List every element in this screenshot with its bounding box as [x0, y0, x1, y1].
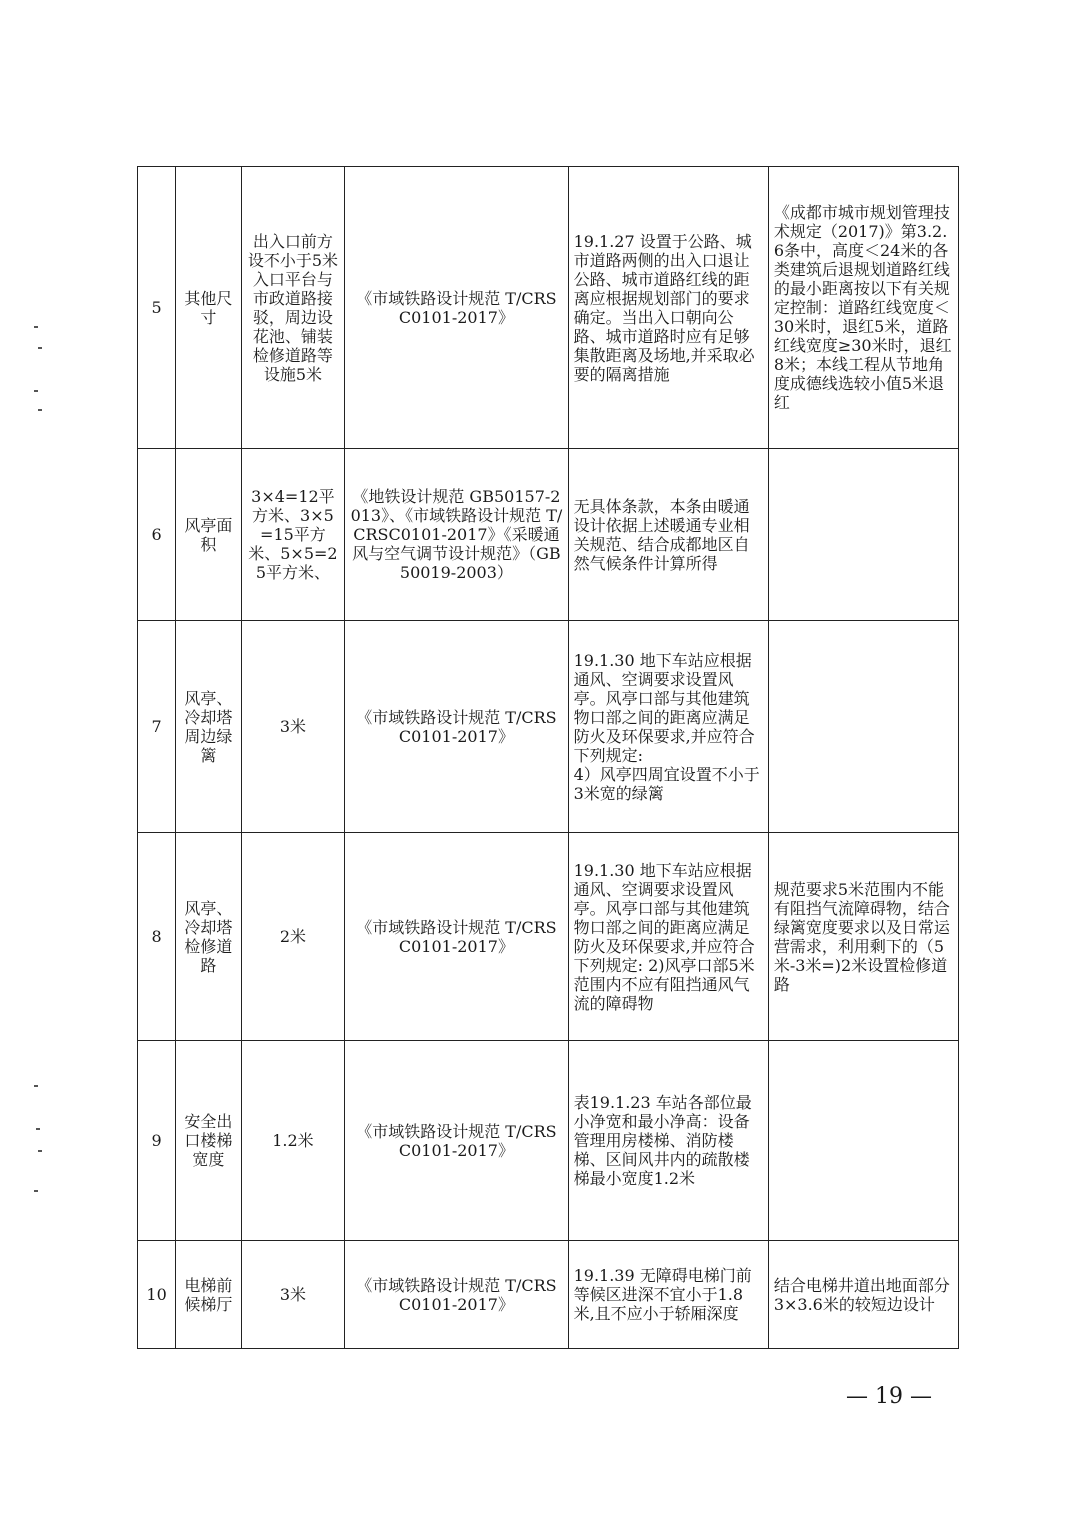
row-number: 7 — [138, 621, 176, 833]
item-value: 出入口前方设不小于5米入口平台与市政道路接驳，周边设花池、铺装检修道路等设施5米 — [241, 167, 345, 449]
table-row — [138, 1041, 959, 1241]
note-text: 规范要求5米范围内不能有阻挡气流障碍物，结合绿篱宽度要求以及日常运营需求，利用剩下的（5米-3米=)2米设置检修道路 — [768, 833, 958, 1041]
scan-mark — [34, 1190, 38, 1192]
table-row — [138, 621, 959, 833]
page-number: — 19 — — [846, 1384, 932, 1409]
scan-mark — [34, 1085, 38, 1087]
item-value: 3×4=12平方米、3×5=15平方米、5×5=25平方米、 — [241, 449, 345, 621]
item-value: 1.2米 — [241, 1041, 345, 1241]
table-row — [138, 1241, 959, 1349]
row-number: 8 — [138, 833, 176, 1041]
standard-reference: 《市域铁路设计规范 T/CRSC0101-2017》 — [345, 167, 568, 449]
clause-text: 19.1.30 地下车站应根据通风、空调要求设置风亭。风亭口部与其他建筑物口部之间的距离应满足防火及环保要求,并应符合下列规定: 4）风亭四周宜设置不小于3米宽的绿篱 — [568, 621, 768, 833]
item-name: 风亭面积 — [176, 449, 241, 621]
note-text — [768, 1041, 958, 1241]
standard-reference: 《市域铁路设计规范 T/CRSC0101-2017》 — [345, 1241, 568, 1349]
clause-text: 表19.1.23 车站各部位最小净宽和最小净高：设备管理用房楼梯、消防楼梯、区间风井内的疏散楼梯最小宽度1.2米 — [568, 1041, 768, 1241]
note-text — [768, 621, 958, 833]
row-number: 5 — [138, 167, 176, 449]
clause-text: 19.1.27 设置于公路、城市道路两侧的出入口退让公路、城市道路红线的距离应根据规划部门的要求确定。当出入口朝向公路、城市道路时应有足够集散距离及场地,并采取必要的隔离措施 — [568, 167, 768, 449]
table-row — [138, 167, 959, 449]
scan-mark — [38, 409, 42, 411]
row-number: 10 — [138, 1241, 176, 1349]
note-text: 《成都市城市规划管理技术规定（2017)》第3.2.6条中，高度＜24米的各类建筑后退规划道路红线的最小距离按以下有关规定控制：道路红线宽度＜30米时，退红5米，道路红线宽度≥30米时，退红8米；本线工程从节地角度成德线选较小值5米退红 — [768, 167, 958, 449]
item-name: 其他尺寸 — [176, 167, 241, 449]
table-row — [138, 833, 959, 1041]
item-name: 风亭、冷却塔检修道路 — [176, 833, 241, 1041]
standard-reference: 《地铁设计规范 GB50157-2013》、《市域铁路设计规范 T/CRSC0101-2017》《采暖通风与空气调节设计规范》（GB50019-2003） — [345, 449, 568, 621]
item-name: 电梯前候梯厅 — [176, 1241, 241, 1349]
item-name: 安全出口楼梯宽度 — [176, 1041, 241, 1241]
scan-mark — [38, 1150, 42, 1152]
standard-reference: 《市域铁路设计规范 T/CRSC0101-2017》 — [345, 1041, 568, 1241]
note-text — [768, 449, 958, 621]
item-value: 3米 — [241, 1241, 345, 1349]
item-value: 2米 — [241, 833, 345, 1041]
note-text: 结合电梯井道出地面部分3×3.6米的较短边设计 — [768, 1241, 958, 1349]
standard-reference: 《市域铁路设计规范 T/CRSC0101-2017》 — [345, 621, 568, 833]
scan-mark — [34, 390, 38, 392]
clause-text: 19.1.39 无障碍电梯门前等候区进深不宜小于1.8米,且不应小于轿厢深度 — [568, 1241, 768, 1349]
spec-table — [137, 166, 959, 1349]
row-number: 9 — [138, 1041, 176, 1241]
table-row — [138, 449, 959, 621]
scan-mark — [36, 1128, 40, 1130]
clause-text: 无具体条款，本条由暖通设计依据上述暖通专业相关规范、结合成都地区自然气候条件计算所得 — [568, 449, 768, 621]
item-name: 风亭、冷却塔周边绿篱 — [176, 621, 241, 833]
clause-text: 19.1.30 地下车站应根据通风、空调要求设置风亭。风亭口部与其他建筑物口部之间的距离应满足防火及环保要求,并应符合下列规定: 2)风亭口部5米范围内不应有阻挡通风气流的障碍物 — [568, 833, 768, 1041]
scan-mark — [34, 326, 38, 328]
item-value: 3米 — [241, 621, 345, 833]
standard-reference: 《市域铁路设计规范 T/CRSC0101-2017》 — [345, 833, 568, 1041]
row-number: 6 — [138, 449, 176, 621]
scan-mark — [38, 347, 42, 349]
